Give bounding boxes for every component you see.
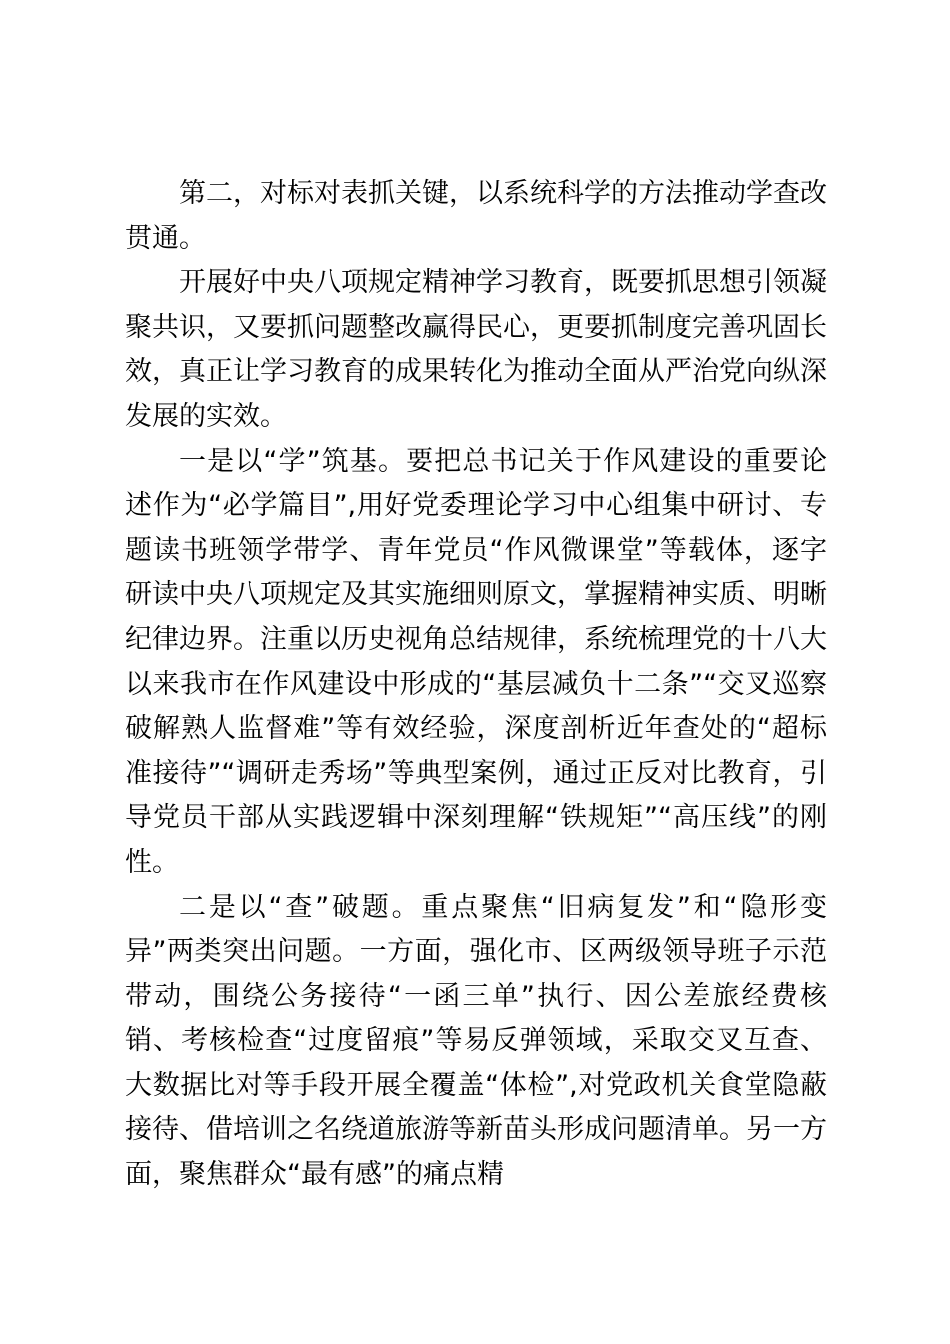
paragraph-check: 二是以“查”破题。重点聚焦“旧病复发”和“隐形变异”两类突出问题。一方面，强化市、区两级领导班子示范带动，围绕公务接待“一函三单”执行、因公差旅经费核销、考核检查“过度留痕”等易反弹领域，采取交叉互查、大数据比对等手段开展全覆盖“体检”,对党政机关食堂隐蔽接待、借培训之名绕道旅游等新苗头形成问题清单。另一方面，聚焦群众“最有感”的痛点精: [125, 891, 827, 1191]
paragraph-heading: 第二，对标对表抓关键，以系统科学的方法推动学查改贯通。: [125, 178, 827, 254]
paragraph-intro: 开展好中央八项规定精神学习教育，既要抓思想引领凝聚共识，又要抓问题整改赢得民心，更要抓制度完善巩固长效，真正让学习教育的成果转化为推动全面从严治党向纵深发展的实效。: [125, 267, 827, 432]
document-body: [125, 172, 827, 1198]
paragraph-study: 一是以“学”筑基。要把总书记关于作风建设的重要论述作为“必学篇目”,用好党委理论学习中心组集中研讨、专题读书班领学带学、青年党员“作风微课堂”等载体，逐字研读中央八项规定及其实施细则原文，掌握精神实质、明晰纪律边界。注重以历史视角总结规律，系统梳理党的十八大以来我市在作风建设中形成的“基层减负十二条”“交叉巡察破解熟人监督难”等有效经验，深度剖析近年查处的“超标准接待”“调研走秀场”等典型案例，通过正反对比教育，引导党员干部从实践逻辑中深刻理解“铁规矩”“高压线”的刚性。: [125, 445, 827, 878]
